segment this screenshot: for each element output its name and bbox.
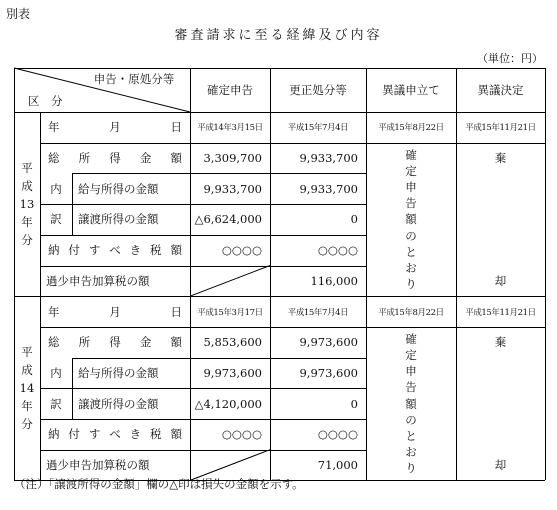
moushitate-content-char: お [405, 260, 417, 275]
row-label-noufu-char: き [129, 243, 142, 258]
row-label-kyuyo: 給与所得の金額 [78, 181, 159, 196]
row-label-kashou: 過少申告加算税の額 [46, 458, 150, 473]
row-label-noufu-char: 付 [68, 427, 80, 442]
date-kousei: 平成15年7月4日 [287, 307, 349, 318]
date-moushitate: 平成15年8月22日 [378, 123, 444, 134]
value-jouto-kakutei: △4,120,000 [194, 396, 262, 411]
attachment-label: 別表 [6, 7, 31, 21]
group-year-label-char: 平 [21, 161, 33, 176]
row-label-noufu-char: 税 [150, 427, 162, 442]
group-year-label-char: 年 [21, 215, 33, 230]
group-year-label-char: 成 [21, 179, 33, 194]
row-label-noufu-char: 付 [68, 243, 80, 258]
moushitate-content-char: り [405, 277, 417, 292]
value-kyuyo-kakutei: 9,973,600 [203, 365, 262, 380]
row-label-sougoku-char: 金 [139, 335, 152, 350]
moushitate-content-char: の [405, 412, 417, 427]
moushitate-content-char: 確 [405, 147, 417, 162]
row-label-sougoku-char: 所 [78, 151, 91, 166]
kettei-top: 棄 [494, 335, 507, 350]
date-moushitate: 平成15年8月22日 [378, 307, 444, 318]
row-label-uchi: 内 [50, 181, 62, 196]
date-kettei: 平成15年11月21日 [465, 123, 536, 134]
row-label-jouto: 譲渡所得の金額 [78, 212, 159, 227]
value-kashou-kousei: 116,000 [310, 273, 358, 288]
row-label-noufu-char: 額 [170, 243, 182, 258]
moushitate-content-char: 告 [405, 196, 417, 211]
row-label-noufu-char: 納 [48, 427, 60, 442]
moushitate-content-char: 申 [405, 179, 417, 194]
date-kakutei: 平成15年3月17日 [197, 307, 263, 318]
row-label-sougoku-char: 額 [170, 151, 182, 166]
value-sougoku-kousei: 9,973,600 [299, 335, 358, 350]
document-title: 審査請求に至る経緯及び内容 [174, 28, 383, 43]
row-label-wake: 訳 [50, 212, 62, 227]
group-year-label-char: 分 [21, 233, 33, 248]
value-noufu-kousei: ○○○○ [317, 427, 358, 442]
group-year-label-char: 13 [19, 197, 35, 212]
date-kettei: 平成15年11月21日 [465, 307, 536, 318]
value-noufu-kousei: ○○○○ [317, 243, 358, 258]
value-jouto-kakutei: △6,624,000 [194, 212, 262, 227]
row-label-date-char: 年 [48, 304, 60, 319]
group-year-label-char: 14 [19, 381, 35, 396]
corner-header-bottom: 区 分 [28, 94, 63, 108]
moushitate-content-char: の [405, 228, 417, 243]
row-label-kyuyo: 給与所得の金額 [78, 365, 159, 380]
moushitate-content-char: と [405, 428, 417, 443]
row-label-noufu-char: べ [109, 427, 121, 442]
kettei-bottom: 却 [494, 458, 507, 473]
row-label-date-char: 日 [170, 120, 182, 135]
value-jouto-kousei: 0 [350, 396, 358, 411]
row-label-date-char: 月 [109, 120, 121, 135]
group-year-label-char: 成 [21, 363, 33, 378]
row-label-noufu-char: 税 [150, 243, 162, 258]
row-label-kashou: 過少申告加算税の額 [46, 273, 150, 288]
row-label-sougoku-char: 総 [48, 151, 60, 166]
moushitate-content-char: 告 [405, 380, 417, 395]
moushitate-content-char: 額 [405, 212, 417, 227]
value-sougoku-kousei: 9,933,700 [299, 151, 358, 166]
kettei-bottom: 却 [494, 273, 507, 288]
value-kyuyo-kousei: 9,933,700 [299, 181, 358, 196]
row-label-jouto: 譲渡所得の金額 [78, 396, 159, 411]
row-label-sougoku-char: 額 [170, 335, 182, 350]
moushitate-content-char: 定 [405, 163, 417, 178]
value-sougoku-kakutei: 5,853,600 [203, 335, 262, 350]
value-jouto-kousei: 0 [350, 212, 358, 227]
row-label-date-char: 日 [170, 304, 182, 319]
kettei-top: 棄 [494, 151, 507, 166]
value-kyuyo-kakutei: 9,933,700 [203, 181, 262, 196]
column-header-igi-moushitate: 異議申立て [382, 83, 440, 97]
value-kashou-kousei: 71,000 [317, 458, 358, 473]
group-year-label-char: 年 [21, 399, 33, 414]
group-year-label-char: 平 [21, 345, 33, 360]
corner-header-top: 申告・原処分等 [93, 72, 175, 86]
value-sougoku-kakutei: 3,309,700 [203, 151, 262, 166]
column-header-kousei: 更正処分等 [289, 83, 347, 97]
footnote: （注）「譲渡所得の金額」欄の△印は損失の金額を示す。 [14, 477, 304, 491]
moushitate-content-char: 申 [405, 364, 417, 379]
value-kyuyo-kousei: 9,973,600 [299, 365, 358, 380]
row-label-noufu-char: す [88, 243, 101, 258]
moushitate-content-char: 定 [405, 347, 417, 362]
row-label-noufu-char: べ [109, 243, 121, 258]
column-header-kakutei: 確定申告 [207, 83, 253, 97]
row-label-uchi: 内 [50, 365, 62, 380]
row-label-sougoku-char: 金 [139, 151, 152, 166]
date-kakutei: 平成14年3月15日 [197, 123, 263, 134]
column-header-igi-kettei: 異議決定 [477, 83, 524, 97]
value-noufu-kakutei: ○○○○ [221, 427, 262, 442]
group-year-label-char: 分 [21, 417, 33, 432]
kashou-kakutei-diagonal [190, 266, 270, 297]
header-corner-diagonal [14, 68, 190, 112]
moushitate-content-char: り [405, 461, 417, 476]
moushitate-content-char: 額 [405, 396, 417, 411]
unit-label: （単位：円） [477, 52, 543, 65]
row-label-sougoku-char: 総 [48, 335, 60, 350]
moushitate-content-char: お [405, 445, 417, 460]
row-label-wake: 訳 [50, 396, 62, 411]
value-noufu-kakutei: ○○○○ [221, 243, 262, 258]
date-kousei: 平成15年7月4日 [287, 123, 349, 134]
row-label-sougoku-char: 所 [78, 335, 91, 350]
row-label-date-char: 年 [48, 120, 60, 135]
row-label-noufu-char: 納 [48, 243, 60, 258]
row-label-noufu-char: き [129, 427, 142, 442]
row-label-noufu-char: す [88, 427, 101, 442]
moushitate-content-char: 確 [405, 331, 417, 346]
moushitate-content-char: と [405, 244, 417, 259]
row-label-sougoku-char: 得 [109, 335, 121, 350]
row-label-date-char: 月 [109, 304, 121, 319]
row-label-noufu-char: 額 [170, 427, 182, 442]
row-label-sougoku-char: 得 [109, 151, 121, 166]
